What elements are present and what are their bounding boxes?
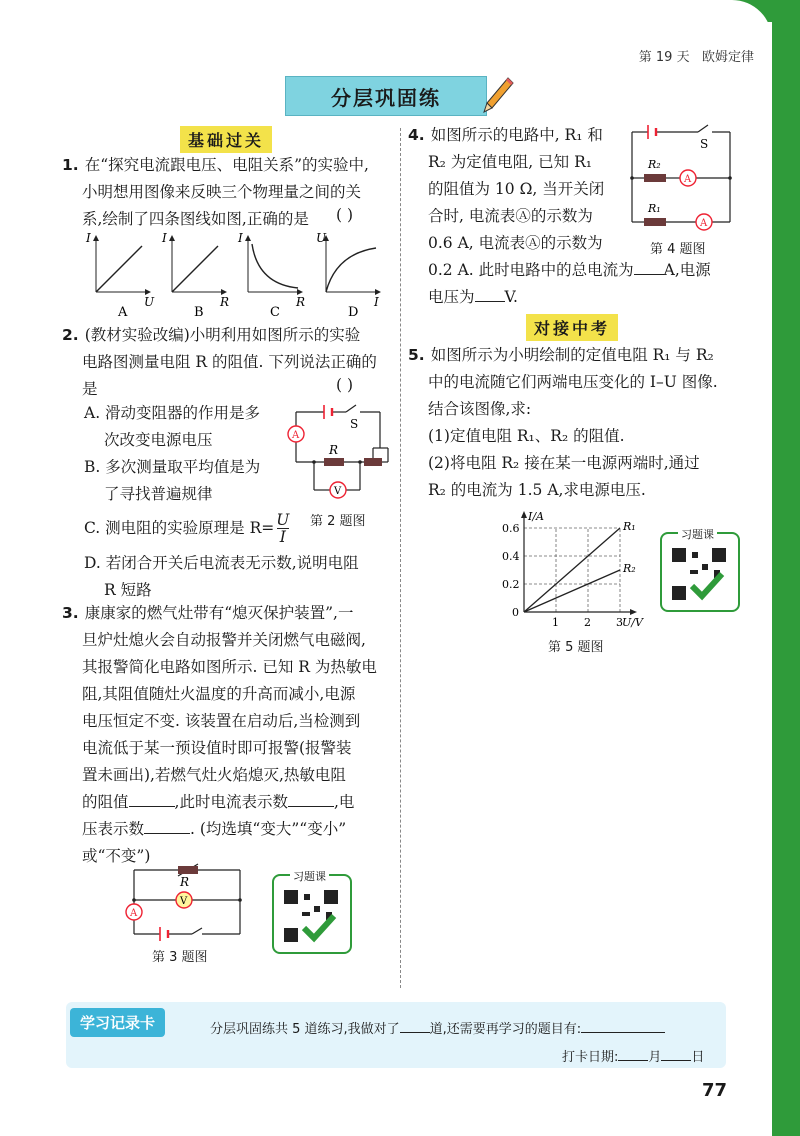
q1-line-1: 在“探究电流跟电压、电阻关系”的实验中,	[84, 156, 369, 174]
q1-number: 1.	[62, 156, 79, 174]
q5-number: 5.	[408, 346, 425, 364]
q5-line-6: R₂ 的电流为 1.5 A,求电源电压.	[428, 481, 646, 499]
q1-graph-c-xlabel: R	[296, 295, 306, 309]
qr-label-q3: 习题课	[290, 868, 329, 884]
q5-caption: 第 5 题图	[548, 640, 604, 655]
q2-option-b-line-2: 了寻找普遍规律	[104, 485, 213, 503]
q2-fraction-denominator: I	[277, 528, 289, 545]
q3-line-2: 旦炉灶熄火会自动报警并关闭燃气电磁阀,	[82, 631, 366, 649]
q5-y-axis-label: I/A	[528, 510, 544, 523]
qr-code-icon	[662, 534, 738, 610]
q3-line-7: 置未画出),若燃气灶火焰熄灭,热敏电阻	[82, 766, 346, 784]
q1-graph-a	[85, 232, 155, 320]
q2-ammeter-label: A	[292, 430, 300, 441]
q3-voltmeter-label: V	[180, 896, 188, 907]
section-exam-label: 对接中考	[526, 314, 618, 341]
q3-ammeter-label: A	[130, 908, 138, 919]
q5-line-2: 中的电流随它们两端电压变化的 I–U 图像.	[428, 373, 718, 391]
q2-number: 2.	[62, 326, 79, 344]
q5-y-tick-2: 0.4	[502, 550, 520, 563]
q5-line-1: 如图所示为小明绘制的定值电阻 R₁ 与 R₂	[430, 346, 714, 364]
q4-switch-label: S	[700, 137, 709, 151]
study-record-tag: 学习记录卡	[70, 1008, 165, 1037]
q4-line-3: 的阻值为 10 Ω, 当开关闭	[428, 180, 605, 198]
q2-option-d	[84, 550, 359, 604]
q1-graph-d-ylabel: U	[316, 232, 327, 245]
record-day[interactable]	[661, 1044, 691, 1061]
q2-option-c	[84, 512, 289, 545]
q3-blank-3[interactable]	[144, 817, 190, 834]
q5-line-3: 结合该图像,求:	[428, 400, 532, 418]
q4-line-5: 0.6 A, 电流表Ⓐ的示数为	[428, 234, 603, 252]
q4-number: 4.	[408, 126, 425, 144]
q3-line-3: 其报警简化电路如图所示. 已知 R 为热敏电	[82, 658, 377, 676]
q2-option-a	[84, 400, 260, 454]
q5-x-axis-arrow	[630, 609, 637, 615]
q3-resistor-label: R	[180, 875, 190, 889]
q1-graph-c-ylabel: I	[238, 232, 243, 245]
q1-graph-a-xlabel: U	[144, 295, 155, 309]
q4-line-1: 如图所示的电路中, R₁ 和	[430, 126, 603, 144]
q2-switch-label: S	[350, 417, 359, 431]
q1-graph-c-letter: C	[270, 305, 280, 320]
q4-r2-label: R₂	[648, 158, 661, 171]
question-3	[62, 600, 392, 870]
page-number: 77	[702, 1080, 728, 1101]
q2-line-2: 电路图测量电阻 R 的阻值. 下列说法正确的	[82, 353, 377, 371]
record-review-items[interactable]	[581, 1016, 665, 1033]
record-line-2: 打卡日期: 月 日	[562, 1044, 704, 1065]
q1-graph-d	[316, 232, 380, 320]
q3-line-9: 压表示数 . (均选填“变大”“变小”	[62, 816, 392, 843]
q1-line-2: 小明想用图像来反映三个物理量之间的关	[82, 183, 362, 201]
q2-answer-paren: ( )	[336, 376, 354, 394]
q3-blank-1[interactable]	[129, 790, 175, 807]
q2-option-c-fraction	[276, 512, 289, 545]
qr-code-q5[interactable]	[660, 532, 740, 612]
q1-graphs	[82, 232, 402, 322]
q2-option-b	[84, 454, 260, 508]
q5-y-tick-1: 0.2	[502, 578, 520, 591]
q5-x-tick-2: 2	[584, 616, 591, 629]
q4-ammeter-2-label: A	[700, 218, 708, 229]
q5-x-tick-3: 3	[616, 616, 623, 629]
q5-x-axis-label: U/V	[622, 616, 643, 629]
q3-line-10: 或“不变”)	[82, 847, 151, 865]
q1-graph-d-letter: D	[348, 305, 359, 320]
q4-line-6: 0.2 A. 此时电路中的总电流为 A,电源	[428, 257, 748, 284]
q3-line-4: 阻,其阻值随灶火温度的升高而减小,电源	[82, 685, 356, 703]
q1-graph-a-ylabel: I	[86, 232, 91, 245]
page-border-right	[772, 0, 800, 1136]
header-topic: 欧姆定律	[701, 50, 754, 65]
q1-graph-a-letter: A	[118, 305, 128, 320]
record-correct-count[interactable]	[400, 1016, 430, 1033]
q2-line-3: 是	[82, 380, 98, 398]
q5-series-label-1: R₁	[623, 520, 636, 533]
q2-option-d-line-2: R 短路	[104, 581, 152, 599]
q5-line-4: (1)定值电阻 R₁、R₂ 的阻值.	[428, 427, 625, 445]
q2-fraction-numerator: U	[276, 511, 290, 529]
q3-line-1: 康康家的燃气灶带有“熄灭保护装置”,一	[84, 604, 354, 622]
section-basic-label: 基础过关	[180, 126, 272, 153]
q3-circuit-diagram	[122, 860, 252, 944]
q1-graph-b-xlabel: R	[220, 295, 230, 309]
q5-y-tick-3: 0.6	[502, 522, 520, 535]
q3-line-8: 的阻值 ,此时电流表示数 ,电	[62, 789, 392, 816]
q3-line-5: 电压恒定不变. 该装置在启动后,当检测到	[82, 712, 361, 730]
page-header	[639, 46, 754, 65]
q1-graph-c	[237, 232, 305, 320]
qr-label-q5: 习题课	[678, 526, 717, 542]
q4-line-2: R₂ 为定值电阻, 已知 R₁	[428, 153, 592, 171]
q5-origin-label: 0	[512, 606, 519, 619]
q2-option-b-line-1: B. 多次测量取平均值是为	[84, 458, 261, 476]
q2-resistor-label: R	[329, 443, 339, 457]
q4-caption: 第 4 题图	[650, 242, 706, 257]
q1-graph-b-letter: B	[194, 305, 204, 320]
q2-option-d-line-1: D. 若闭合开关后电流表无示数,说明电阻	[84, 554, 359, 572]
page-title: 分层巩固练	[285, 76, 487, 116]
q5-series-line-2	[524, 570, 620, 612]
pencil-icon	[480, 76, 514, 116]
q2-caption: 第 2 题图	[310, 514, 366, 529]
q5-y-axis-arrow	[521, 511, 527, 518]
q4-blank-2[interactable]	[475, 285, 505, 302]
q2-circuit-diagram	[284, 400, 394, 510]
qr-code-q3[interactable]	[272, 874, 352, 954]
q4-ammeter-1-label: A	[684, 174, 692, 185]
q4-blank-1[interactable]	[634, 258, 664, 275]
q3-caption: 第 3 题图	[152, 950, 208, 965]
question-4	[408, 122, 638, 257]
q3-number: 3.	[62, 604, 79, 622]
q5-iu-chart	[490, 504, 650, 634]
q3-line-6: 电流低于某一预设值时即可报警(报警装	[82, 739, 352, 757]
question-4-cont	[428, 257, 748, 311]
q2-option-a-line-1: A. 滑动变阻器的作用是多	[84, 404, 261, 422]
record-month[interactable]	[618, 1044, 648, 1061]
header-day: 第 19 天	[638, 50, 690, 65]
q5-x-tick-1: 1	[552, 616, 559, 629]
q1-line-3: 系,绘制了四条图线如图,正确的是	[82, 210, 309, 228]
q1-answer-paren: ( )	[336, 206, 354, 224]
q5-series-label-2: R₂	[623, 562, 636, 575]
q4-circuit-diagram	[626, 122, 738, 234]
q3-blank-2[interactable]	[288, 790, 334, 807]
q1-graph-b	[161, 232, 229, 320]
q4-line-4: 合时, 电流表Ⓐ的示数为	[428, 207, 593, 225]
q4-r1-label: R₁	[648, 202, 661, 215]
qr-code-icon	[274, 876, 350, 952]
q2-option-a-line-2: 次改变电源电压	[104, 431, 213, 449]
question-5	[408, 342, 748, 504]
q4-line-7: 电压为 V.	[428, 284, 748, 311]
q2-line-1: (教材实验改编)小明利用如图所示的实验	[84, 326, 361, 344]
q1-graph-b-ylabel: I	[162, 232, 167, 245]
q2-voltmeter-label: V	[334, 486, 342, 497]
q1-graph-d-xlabel: I	[374, 295, 379, 309]
q5-line-5: (2)将电阻 R₂ 接在某一电源两端时,通过	[428, 454, 700, 472]
record-line-1: 分层巩固练共 5 道练习,我做对了 道,还需要再学习的题目有:	[210, 1016, 665, 1037]
q2-option-c-text: C. 测电阻的实验原理是 R=	[84, 519, 275, 537]
q5-series-line-1	[524, 528, 620, 612]
